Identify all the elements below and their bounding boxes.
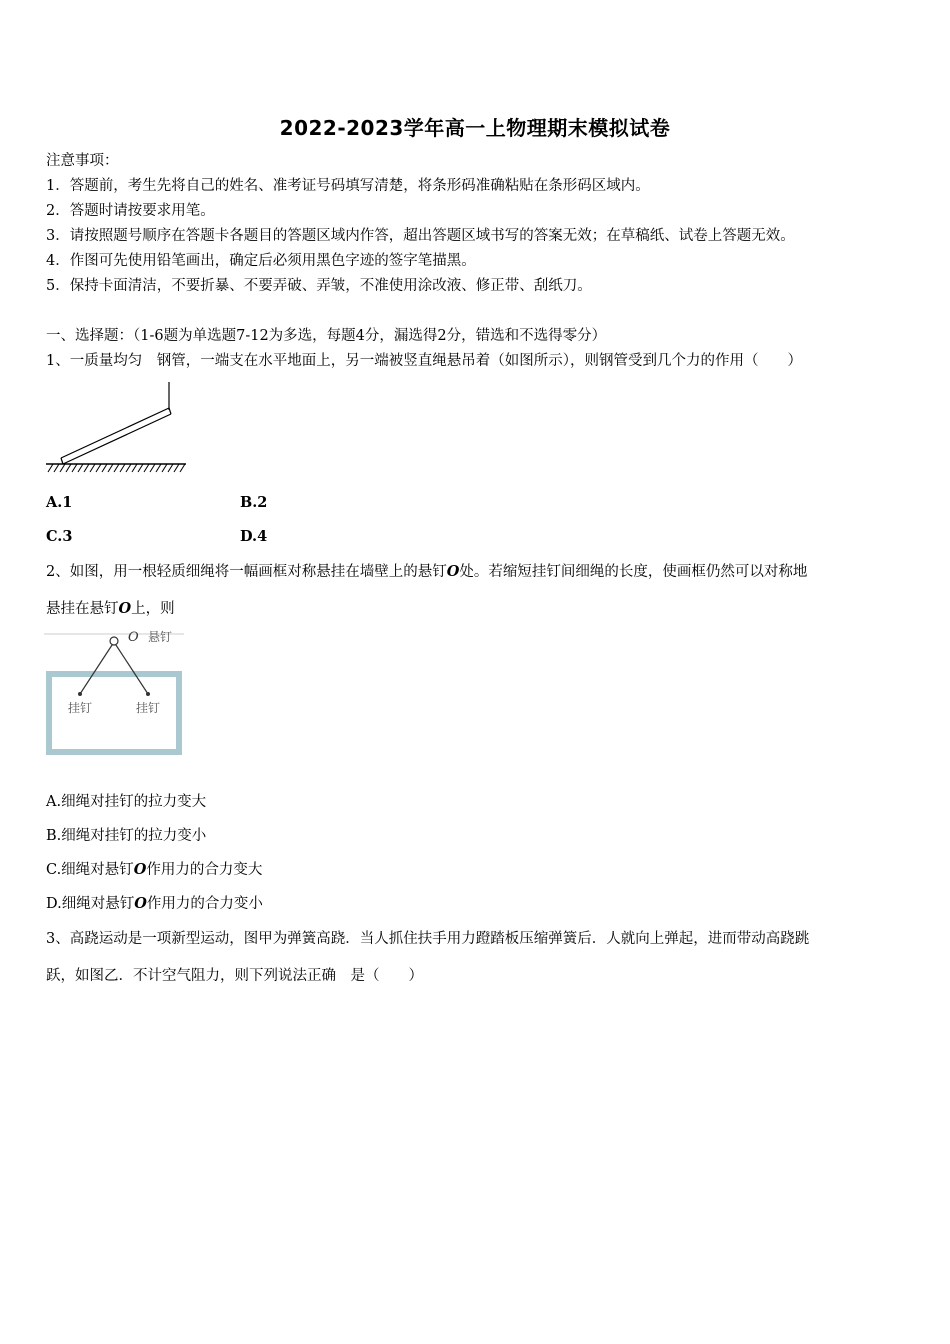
question-2-option-c-text-2: 作用力的合力变大 [146,862,263,878]
notice-item-5: 5．保持卡面清洁，不要折暴、不要弄破、弄皱，不准使用涂改液、修正带、刮纸刀。 [46,278,592,294]
notice-item-4: 4．作图可先使用铅笔画出，确定后必须用黑色字迹的签字笔描黑。 [46,253,476,269]
question-2-figure [44,628,189,758]
question-3-stem-line-1: 3、高跷运动是一项新型运动，图甲为弹簧高跷．当人抓住扶手用力蹬踏板压缩弹簧后．人就向上弹起，进而带动高跷跳 [46,931,810,947]
question-1-option-a: A.1 [46,494,73,511]
question-2-stem-text-1: 2、如图，用一根轻质细绳将一幅画框对称悬挂在墙壁上的悬钉 [46,564,447,580]
question-2-option-c-text-1: C.细绳对悬钉 [46,862,134,878]
question-2-option-b: B.细绳对挂钉的拉力变小 [46,828,207,844]
right-peg-icon [146,692,150,696]
figure-right-peg-label: 挂钉 [136,701,161,715]
question-3-stem-line-2: 跃，如图乙．不计空气阻力，则下列说法正确 是（ ） [46,968,423,984]
question-2-option-d-text-1: D.细绳对悬钉 [46,896,135,912]
question-2-o-symbol-2: O [118,600,132,617]
question-2-stem-text-3: 悬挂在悬钉 [46,601,119,617]
question-1-stem: 1、一质量均匀 钢管，一端支在水平地面上，另一端被竖直绳悬吊着（如图所示），则钢管受到几个力的作用（ ） [46,353,802,369]
question-2-option-d-text-2: 作用力的合力变小 [146,896,263,912]
question-1-option-b: B.2 [240,494,268,511]
question-2-stem-line-2 [46,599,175,619]
question-1-option-d: D.4 [240,528,268,545]
question-1-option-c: C.3 [46,528,73,545]
notice-item-3: 3．请按照题号顺序在答题卡各题目的答题区域内作答，超出答题区域书写的答案无效；在草稿纸、试卷上答题无效。 [46,228,795,244]
question-2-stem-line-1 [46,562,807,582]
hanging-nail-icon [110,637,118,645]
figure-left-peg-label: 挂钉 [68,701,93,715]
question-2-stem-text-2: 处。若缩短挂钉间细绳的长度，使画框仍然可以对称地 [459,564,808,580]
question-2-stem-text-4: 上，则 [131,601,175,617]
figure-o-label: O [128,630,139,645]
question-2-o-symbol: O [446,563,460,580]
question-2-option-c [46,860,262,880]
page-title: 2022-2023学年高一上物理期末模拟试卷 [279,116,671,140]
notice-item-1: 1．答题前，考生先将自己的姓名、准考证号码填写清楚，将条形码准确粘贴在条形码区域内。 [46,178,650,194]
notice-heading: 注意事项： [46,153,119,169]
question-2-option-d [46,894,263,914]
question-2-option-a: A.细绳对挂钉的拉力变大 [46,794,207,810]
left-peg-icon [78,692,82,696]
section-heading: 一、选择题：（1-6题为单选题7-12为多选，每题4分，漏选得2分，错选和不选得零分） [46,328,607,344]
question-2-option-c-o: O [133,861,147,878]
question-2-option-d-o: O [134,895,147,912]
notice-item-2: 2．答题时请按要求用笔。 [46,203,215,219]
question-1-figure [44,380,189,475]
figure-hang-label: 悬钉 [148,630,173,644]
